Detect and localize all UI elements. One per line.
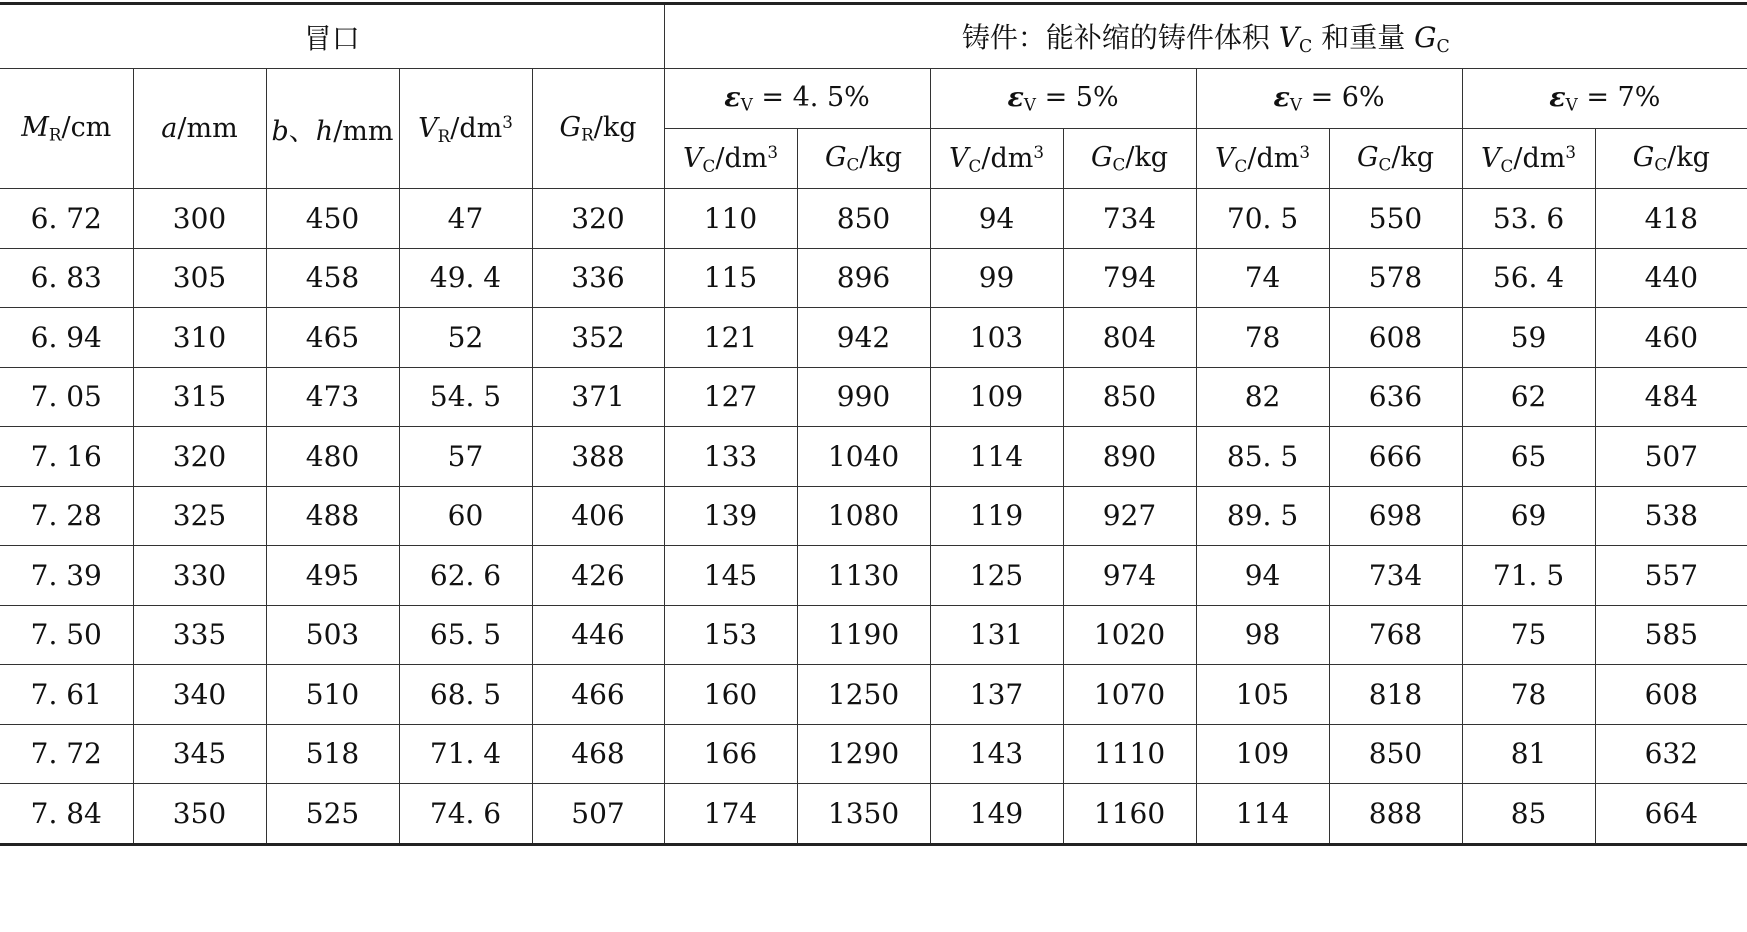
gc-symbol: G [824,142,847,174]
cell-a: 340 [133,665,266,725]
cell-gc-5: 850 [1063,367,1196,427]
table-row [0,486,1747,546]
cell-gc-7: 418 [1595,189,1747,249]
vr-subscript: R [437,125,451,146]
cell-vr: 47 [399,189,532,249]
cell-vr: 54. 5 [399,367,532,427]
riser-casting-table [0,2,1747,846]
a-unit: /mm [177,113,238,144]
bh-unit: /mm [333,116,394,147]
cell-vc-6: 89. 5 [1196,486,1329,546]
cell-mr: 7. 50 [0,605,133,665]
cell-gr: 507 [532,784,664,845]
cell-vc-6: 85. 5 [1196,427,1329,487]
cell-gc-5: 974 [1063,546,1196,606]
eps-subscript: V [1023,94,1036,115]
cell-vr: 62. 6 [399,546,532,606]
eps-symbol: ε [724,82,741,114]
gc-unit: /kg [859,142,903,174]
cell-a: 345 [133,724,266,784]
cell-bh: 488 [266,486,399,546]
eps-symbol: ε [1273,82,1290,114]
col-header-a [133,69,266,189]
casting-and-weight-label: 和重量 [1321,21,1406,55]
gc-symbol: G [1632,142,1655,174]
cell-vr: 52 [399,308,532,368]
shrinkage-value: = 5% [1044,82,1119,114]
cell-gc-5: 794 [1063,248,1196,308]
gr-unit: /kg [593,112,637,144]
cell-vr: 49. 4 [399,248,532,308]
cell-vc-7: 75 [1462,605,1595,665]
vc-unit: /dm [981,142,1034,174]
cell-a: 305 [133,248,266,308]
cell-gc-5: 1020 [1063,605,1196,665]
vc-superscript: 3 [767,141,778,162]
cell-gc-7: 585 [1595,605,1747,665]
col-header-gc [1063,129,1196,189]
cell-gr: 336 [532,248,664,308]
cell-vc-6: 105 [1196,665,1329,725]
cell-gc-6: 850 [1329,724,1462,784]
cell-bh: 525 [266,784,399,845]
cell-vc-5: 143 [930,724,1063,784]
riser-group-header [0,4,664,69]
cell-gc-7: 608 [1595,665,1747,725]
cell-gr: 468 [532,724,664,784]
cell-vc-45: 127 [664,367,797,427]
cell-vc-45: 133 [664,427,797,487]
shrinkage-value: = 7% [1586,82,1661,114]
cell-gc-7: 557 [1595,546,1747,606]
cell-vc-45: 115 [664,248,797,308]
cell-vc-5: 137 [930,665,1063,725]
cell-vc-7: 56. 4 [1462,248,1595,308]
cell-gc-45: 1130 [797,546,930,606]
cell-gc-7: 440 [1595,248,1747,308]
cell-gc-45: 1190 [797,605,930,665]
cell-vc-45: 139 [664,486,797,546]
cell-gc-7: 484 [1595,367,1747,427]
cell-vc-45: 174 [664,784,797,845]
cell-a: 335 [133,605,266,665]
cell-bh: 458 [266,248,399,308]
h-symbol: h [315,116,334,147]
cell-gr: 426 [532,546,664,606]
cell-vc-6: 78 [1196,308,1329,368]
cell-vc-45: 166 [664,724,797,784]
table-row [0,546,1747,606]
table-body [0,189,1747,845]
col-header-gr [532,69,664,189]
cell-vc-6: 82 [1196,367,1329,427]
table-row [0,784,1747,845]
vc-unit: /dm [1247,142,1300,174]
cell-vc-45: 153 [664,605,797,665]
cell-vc-7: 59 [1462,308,1595,368]
b-symbol: b [271,116,289,147]
table-row [0,427,1747,487]
cell-vc-6: 98 [1196,605,1329,665]
cell-vc-5: 149 [930,784,1063,845]
cell-bh: 503 [266,605,399,665]
cell-gr: 388 [532,427,664,487]
gc-unit: /kg [1125,142,1169,174]
cell-a: 325 [133,486,266,546]
cell-vc-7: 65 [1462,427,1595,487]
cell-a: 320 [133,427,266,487]
cell-vc-45: 145 [664,546,797,606]
cell-gc-6: 734 [1329,546,1462,606]
eps-subscript: V [1289,94,1302,115]
cell-gc-6: 768 [1329,605,1462,665]
cell-gr: 446 [532,605,664,665]
gr-symbol: G [559,112,582,144]
col-header-vr [399,69,532,189]
cell-gc-45: 896 [797,248,930,308]
cell-bh: 518 [266,724,399,784]
cell-gr: 466 [532,665,664,725]
table-row [0,308,1747,368]
cell-gc-6: 818 [1329,665,1462,725]
cell-mr: 6. 83 [0,248,133,308]
cell-gc-5: 1160 [1063,784,1196,845]
cell-gc-5: 927 [1063,486,1196,546]
riser-group-label: 冒口 [303,21,360,55]
vc-subscript: C [1234,155,1248,176]
cell-gc-45: 850 [797,189,930,249]
cell-gc-45: 1290 [797,724,930,784]
table-row [0,189,1747,249]
eps-subscript: V [1565,94,1578,115]
cell-mr: 6. 94 [0,308,133,368]
col-header-gc [797,129,930,189]
cell-gr: 371 [532,367,664,427]
cell-bh: 473 [266,367,399,427]
eps-symbol: ε [1007,82,1024,114]
cell-vc-5: 114 [930,427,1063,487]
cell-gc-45: 1350 [797,784,930,845]
cell-gr: 320 [532,189,664,249]
cell-vc-5: 103 [930,308,1063,368]
cell-bh: 450 [266,189,399,249]
cell-gc-6: 636 [1329,367,1462,427]
casting-vc-symbol: V [1278,21,1299,55]
cell-mr: 7. 16 [0,427,133,487]
cell-gc-5: 734 [1063,189,1196,249]
cell-vc-5: 125 [930,546,1063,606]
cell-a: 310 [133,308,266,368]
gr-subscript: R [581,124,594,145]
col-header-gc [1329,129,1462,189]
cell-vc-7: 53. 6 [1462,189,1595,249]
casting-vc-subscript: C [1299,36,1313,57]
cell-vc-45: 121 [664,308,797,368]
cell-gc-7: 664 [1595,784,1747,845]
col-header-vc [930,129,1063,189]
cell-gc-6: 698 [1329,486,1462,546]
bh-separator: 、 [288,116,316,147]
cell-gc-7: 632 [1595,724,1747,784]
cell-vc-5: 119 [930,486,1063,546]
vc-subscript: C [968,155,982,176]
casting-gc-symbol: G [1414,21,1437,55]
gc-symbol: G [1356,142,1379,174]
gc-unit: /kg [1667,142,1710,174]
cell-gc-6: 888 [1329,784,1462,845]
cell-vc-6: 109 [1196,724,1329,784]
cell-bh: 465 [266,308,399,368]
cell-vc-45: 110 [664,189,797,249]
cell-gc-6: 608 [1329,308,1462,368]
vc-symbol: V [1215,142,1235,174]
cell-vc-6: 114 [1196,784,1329,845]
eps-subscript: V [740,94,753,115]
cell-mr: 7. 39 [0,546,133,606]
table-row [0,724,1747,784]
cell-vc-5: 109 [930,367,1063,427]
cell-vr: 60 [399,486,532,546]
gc-subscript: C [1654,154,1668,175]
col-header-mr [0,69,133,189]
cell-mr: 7. 05 [0,367,133,427]
gc-unit: /kg [1391,142,1435,174]
cell-a: 315 [133,367,266,427]
col-header-vc [1462,129,1595,189]
table-row [0,605,1747,665]
vc-superscript: 3 [1033,141,1044,162]
cell-a: 330 [133,546,266,606]
vc-superscript: 3 [1299,141,1310,162]
casting-group-label: 铸件：能补缩的铸件体积 [961,21,1270,55]
col-header-vc [664,129,797,189]
cell-mr: 7. 61 [0,665,133,725]
cell-gc-45: 942 [797,308,930,368]
cell-mr: 7. 28 [0,486,133,546]
cell-gc-7: 538 [1595,486,1747,546]
vr-symbol: V [418,112,438,144]
cell-vc-7: 81 [1462,724,1595,784]
cell-vc-6: 70. 5 [1196,189,1329,249]
cell-a: 350 [133,784,266,845]
shrinkage-group-1 [664,69,930,129]
a-symbol: a [161,113,178,144]
cell-vr: 68. 5 [399,665,532,725]
vc-symbol: V [1481,142,1501,174]
vr-superscript: 3 [502,111,513,132]
cell-bh: 495 [266,546,399,606]
mr-subscript: R [48,124,62,145]
cell-gc-45: 1040 [797,427,930,487]
cell-mr: 6. 72 [0,189,133,249]
cell-gc-45: 990 [797,367,930,427]
gc-subscript: C [846,154,860,175]
cell-gc-6: 578 [1329,248,1462,308]
header-row-params [0,69,1747,129]
vc-symbol: V [683,142,703,174]
cell-vr: 57 [399,427,532,487]
cell-vc-7: 78 [1462,665,1595,725]
table-row [0,665,1747,725]
col-header-bh [266,69,399,189]
gc-symbol: G [1090,142,1113,174]
mr-symbol: M [21,112,49,144]
cell-vc-5: 131 [930,605,1063,665]
cell-vc-7: 71. 5 [1462,546,1595,606]
cell-gc-5: 890 [1063,427,1196,487]
col-header-vc [1196,129,1329,189]
cell-gc-5: 1110 [1063,724,1196,784]
shrinkage-value: = 4. 5% [761,82,870,114]
cell-mr: 7. 72 [0,724,133,784]
cell-gc-45: 1080 [797,486,930,546]
vc-superscript: 3 [1565,141,1576,162]
eps-symbol: ε [1549,82,1566,114]
cell-bh: 480 [266,427,399,487]
cell-gc-7: 507 [1595,427,1747,487]
cell-vc-5: 94 [930,189,1063,249]
cell-vc-7: 85 [1462,784,1595,845]
cell-vr: 74. 6 [399,784,532,845]
cell-vc-6: 74 [1196,248,1329,308]
casting-group-header [664,4,1747,69]
cell-vc-7: 69 [1462,486,1595,546]
cell-mr: 7. 84 [0,784,133,845]
cell-gc-45: 1250 [797,665,930,725]
cell-gr: 352 [532,308,664,368]
shrinkage-group-3 [1196,69,1462,129]
vc-unit: /dm [715,142,768,174]
vr-unit: /dm [450,112,503,144]
cell-vr: 65. 5 [399,605,532,665]
cell-gc-5: 804 [1063,308,1196,368]
cell-vc-45: 160 [664,665,797,725]
cell-gc-5: 1070 [1063,665,1196,725]
gc-subscript: C [1378,154,1392,175]
shrinkage-group-4 [1462,69,1747,129]
table-row [0,248,1747,308]
table-row [0,367,1747,427]
cell-gc-7: 460 [1595,308,1747,368]
cell-gc-6: 550 [1329,189,1462,249]
vc-unit: /dm [1513,142,1566,174]
vc-subscript: C [1500,155,1514,176]
shrinkage-value: = 6% [1310,82,1385,114]
header-row-groups [0,4,1747,69]
cell-a: 300 [133,189,266,249]
vc-subscript: C [702,155,716,176]
cell-bh: 510 [266,665,399,725]
cell-vc-6: 94 [1196,546,1329,606]
cell-gr: 406 [532,486,664,546]
shrinkage-group-2 [930,69,1196,129]
mr-unit: /cm [61,112,112,144]
gc-subscript: C [1112,154,1126,175]
cell-vc-7: 62 [1462,367,1595,427]
cell-gc-6: 666 [1329,427,1462,487]
col-header-gc [1595,129,1747,189]
vc-symbol: V [949,142,969,174]
casting-gc-subscript: C [1436,36,1450,57]
cell-vc-5: 99 [930,248,1063,308]
cell-vr: 71. 4 [399,724,532,784]
